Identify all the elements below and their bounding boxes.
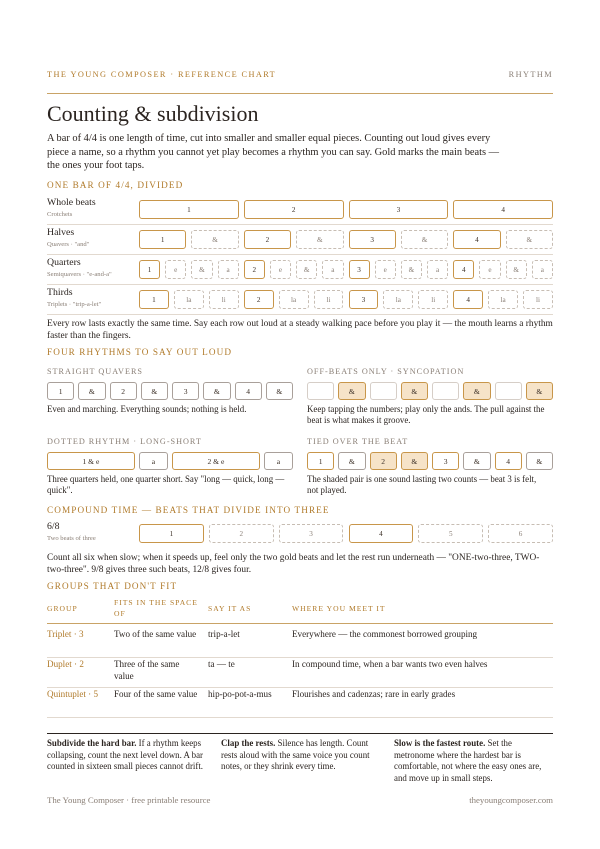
- played-box: &: [401, 452, 428, 470]
- subdivision-cell: &: [191, 230, 238, 249]
- group-name: Duplet · 2: [47, 659, 84, 669]
- tip-heading: Slow is the fastest route.: [394, 738, 486, 748]
- count-box: &: [526, 452, 553, 470]
- example-title: DOTTED RHYTHM · LONG-SHORT: [47, 437, 202, 446]
- count-box: a: [264, 452, 293, 470]
- row-label: Halves: [47, 227, 75, 238]
- group-say: ta — te: [208, 659, 235, 669]
- beat-cell: 1: [139, 230, 186, 249]
- group-say: hip-po-pot-a-mus: [208, 689, 272, 699]
- compound-label: 6/8: [47, 521, 60, 532]
- row-label: Thirds: [47, 287, 73, 298]
- subdivision-cell: a: [427, 260, 448, 279]
- count-box: 2 & e: [172, 452, 260, 470]
- silent-box: 2: [370, 382, 397, 400]
- subdivision-cell: a: [322, 260, 343, 279]
- section-heading-rhythms: FOUR RHYTHMS TO SAY OUT LOUD: [47, 347, 233, 357]
- count-box: 3: [172, 382, 199, 400]
- subdivision-cell: li: [523, 290, 553, 309]
- subdivision-row: [47, 195, 553, 225]
- count-box: &: [141, 382, 168, 400]
- row-sublabel: Semiquavers · "e-and-a": [47, 271, 112, 278]
- column-header-group: GROUP: [47, 604, 78, 613]
- beat-cell: 4: [453, 260, 474, 279]
- compound-note: Count all six when slow; when it speeds up, feel only the two gold beats and let the rest run underneath — "ONE-two-three, TWO-two-three". 9/8 gives three such beats, 12/8 gives four.: [47, 553, 540, 575]
- subdivision-cell: 5: [418, 524, 483, 543]
- played-box: &: [338, 382, 365, 400]
- subdivision-cell: &: [401, 230, 448, 249]
- beat-cell: 1: [139, 290, 169, 309]
- example-caption: Three quarters held, one quarter short. Say "long — quick, long — quick".: [47, 474, 285, 496]
- count-box: 1 & e: [47, 452, 135, 470]
- intro-paragraph: A bar of 4/4 is one length of time, cut into smaller and smaller equal pieces. Counting out loud gives every piece a name, so a rhythm you cannot yet play becomes a rhythm you can say. Gold marks the main beats — the ones your foot taps.: [47, 133, 500, 172]
- group-where: In compound time, when a bar wants two even halves: [292, 659, 488, 669]
- beat-cell: 2: [244, 290, 274, 309]
- played-box: 2: [370, 452, 397, 470]
- tip-heading: Subdivide the hard bar.: [47, 738, 137, 748]
- column-header-fits: FITS IN THE SPACE OF: [114, 598, 198, 618]
- header-bar: [47, 70, 553, 82]
- subdivision-cell: la: [279, 290, 309, 309]
- section-heading-compound: COMPOUND TIME — BEATS THAT DIVIDE INTO THREE: [47, 505, 330, 515]
- subdivision-cell: li: [314, 290, 344, 309]
- header-topic: RHYTHM: [508, 70, 553, 79]
- beat-cell: 3: [349, 200, 449, 219]
- beat-cell: 3: [349, 230, 396, 249]
- count-box: &: [78, 382, 105, 400]
- subdivision-row: [47, 255, 553, 285]
- subdivision-cell: la: [383, 290, 413, 309]
- tip-1: [47, 738, 207, 773]
- example-title: STRAIGHT QUAVERS: [47, 367, 143, 376]
- group-fits: Three of the same value: [114, 659, 180, 682]
- silent-box: 3: [432, 382, 459, 400]
- footer: [47, 795, 553, 805]
- example-title: OFF-BEATS ONLY · SYNCOPATION: [307, 367, 465, 376]
- tips-rule-top: [47, 733, 553, 734]
- subdivision-cell: e: [479, 260, 500, 279]
- beat-cell: 2: [244, 230, 291, 249]
- beat-cell: 3: [349, 290, 379, 309]
- subdivision-cell: li: [209, 290, 239, 309]
- example-title: TIED OVER THE BEAT: [307, 437, 409, 446]
- beat-cell: 4: [453, 230, 500, 249]
- table-row-rule: [47, 717, 553, 718]
- count-box: 4: [235, 382, 262, 400]
- subdivision-row: [47, 225, 553, 255]
- beat-cell: 2: [244, 260, 265, 279]
- subdivision-cell: &: [506, 230, 553, 249]
- played-box: &: [401, 382, 428, 400]
- group-name: Triplet · 3: [47, 629, 84, 639]
- beat-cell: 4: [453, 200, 553, 219]
- beat-cell: 1: [139, 524, 204, 543]
- count-box: 1: [47, 382, 74, 400]
- count-box: 3: [432, 452, 459, 470]
- tip-2: [221, 738, 381, 773]
- beat-cell: 4: [349, 524, 414, 543]
- footer-credit: The Young Composer · free printable resource: [47, 795, 211, 805]
- silent-box: 1: [307, 382, 334, 400]
- beat-cell: 3: [349, 260, 370, 279]
- tip-heading: Clap the rests.: [221, 738, 276, 748]
- subdivision-cell: la: [488, 290, 518, 309]
- row-label: Whole beats: [47, 197, 96, 208]
- subdivision-cell: 3: [279, 524, 344, 543]
- group-name: Quintuplet · 5: [47, 689, 99, 699]
- played-box: &: [463, 382, 490, 400]
- subdivision-cell: 6: [488, 524, 553, 543]
- count-box: 2: [110, 382, 137, 400]
- table-header-rule: [47, 623, 553, 624]
- count-box: a: [139, 452, 168, 470]
- column-header-say: SAY IT AS: [208, 604, 252, 613]
- subdivision-cell: &: [296, 260, 317, 279]
- tip-text: Silence has length. Count rests aloud with the same voice you count notes, or they shrink every time.: [221, 738, 370, 772]
- count-box: &: [266, 382, 293, 400]
- beat-cell: 4: [453, 290, 483, 309]
- header-title: THE YOUNG COMPOSER · REFERENCE CHART: [47, 70, 277, 79]
- footer-url: theyoungcomposer.com: [469, 795, 553, 805]
- subdivision-cell: 2: [209, 524, 274, 543]
- section-heading-divided: ONE BAR OF 4/4, DIVIDED: [47, 180, 184, 190]
- count-box: &: [338, 452, 365, 470]
- subdivision-cell: e: [375, 260, 396, 279]
- subdivision-cell: li: [418, 290, 448, 309]
- example-caption: Keep tapping the numbers; play only the ands. The pull against the beat is what makes it groove.: [307, 404, 545, 426]
- subdivision-cell: &: [191, 260, 212, 279]
- group-fits: Four of the same value: [114, 689, 198, 699]
- row-sublabel: Quavers · "and": [47, 241, 90, 248]
- tip-text: If a rhythm keeps collapsing, count the next level down. A bar counted in sixteen small pieces cannot drift.: [47, 738, 204, 772]
- subdivision-cell: &: [401, 260, 422, 279]
- silent-box: 4: [495, 382, 522, 400]
- group-where: Flourishes and cadenzas; rare in early grades: [292, 689, 456, 699]
- subdivision-cell: &: [296, 230, 343, 249]
- reference-chart-page: [47, 0, 553, 849]
- group-where: Everywhere — the commonest borrowed grouping: [292, 629, 478, 639]
- subdivision-cell: a: [218, 260, 239, 279]
- subdivision-row: [47, 285, 553, 315]
- beat-cell: 2: [244, 200, 344, 219]
- count-box: &: [203, 382, 230, 400]
- page-title: Counting & subdivision: [47, 101, 259, 126]
- subdivision-cell: &: [506, 260, 527, 279]
- compound-sublabel: Two beats of three: [47, 535, 96, 542]
- example-caption: The shaded pair is one sound lasting two counts — beat 3 is felt, not played.: [307, 474, 537, 496]
- subdivision-note: Every row lasts exactly the same time. Say each row out loud at a steady walking pace before you play it — the mouth learns a rhythm faster than the fingers.: [47, 319, 553, 341]
- beat-cell: 1: [139, 200, 239, 219]
- example-caption: Even and marching. Everything sounds; nothing is held.: [47, 404, 247, 414]
- section-heading-groups: GROUPS THAT DON'T FIT: [47, 581, 178, 591]
- compound-row: [47, 519, 553, 549]
- header-rule: [47, 93, 553, 94]
- subdivision-cell: e: [165, 260, 186, 279]
- subdivision-cell: a: [532, 260, 553, 279]
- tip-3: [394, 738, 554, 784]
- count-box: 4: [495, 452, 522, 470]
- count-box: 1: [307, 452, 334, 470]
- row-sublabel: Crotchets: [47, 211, 73, 218]
- subdivision-cell: e: [270, 260, 291, 279]
- tip-text: Set the metronome where the hardest bar is comfortable, not where the easy ones are, and move up in small steps.: [394, 738, 542, 783]
- count-box: &: [463, 452, 490, 470]
- subdivision-cell: la: [174, 290, 204, 309]
- column-header-where: WHERE YOU MEET IT: [292, 604, 386, 613]
- row-sublabel: Triplets · "trip-a-let": [47, 301, 102, 308]
- group-say: trip-a-let: [208, 629, 240, 639]
- group-fits: Two of the same value: [114, 629, 197, 639]
- beat-cell: 1: [139, 260, 160, 279]
- row-label: Quarters: [47, 257, 81, 268]
- played-box: &: [526, 382, 553, 400]
